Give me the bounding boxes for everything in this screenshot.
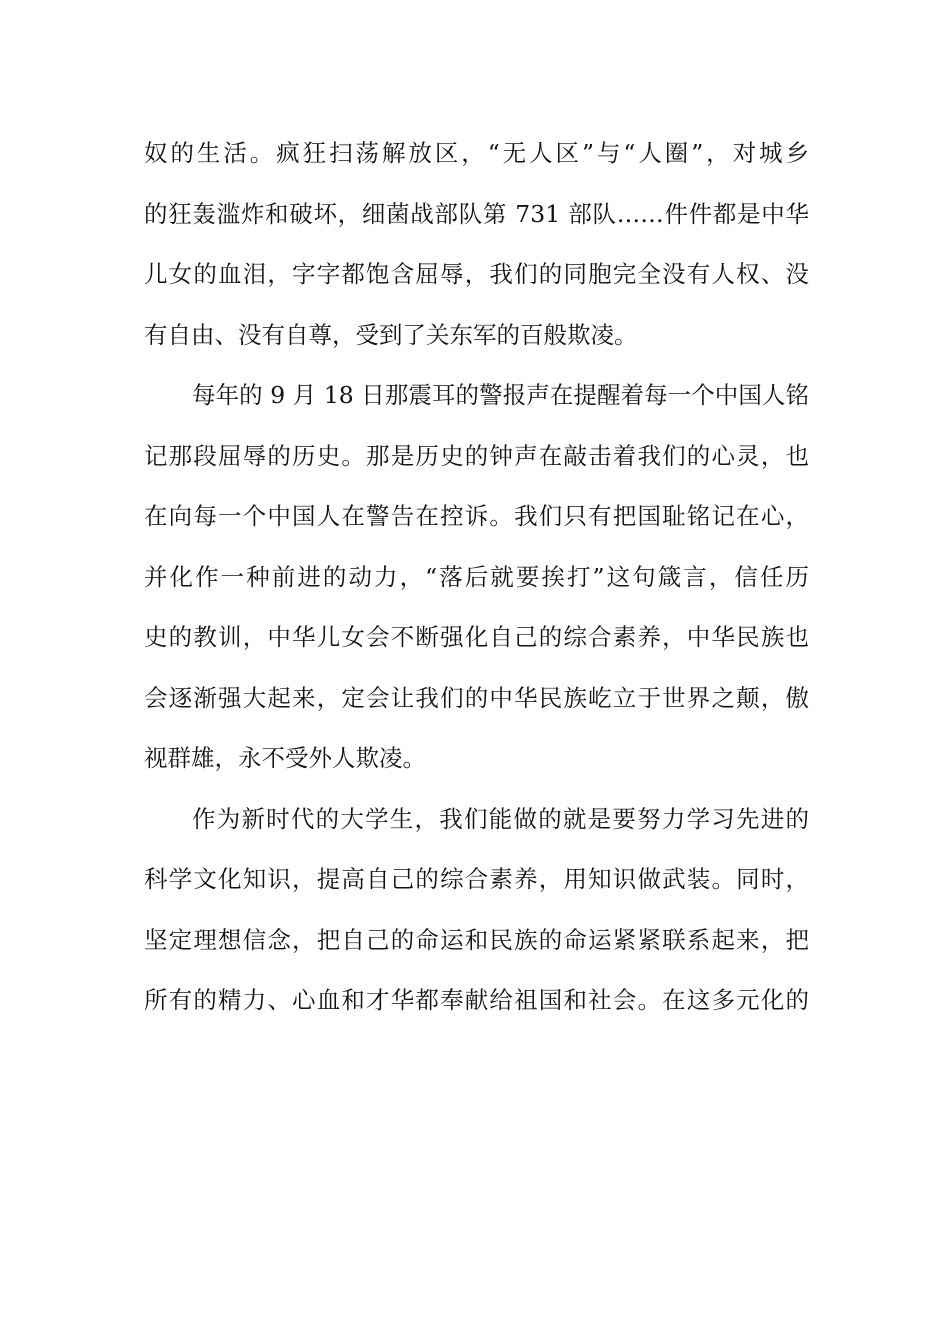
text-line: 会逐渐强大起来，定会让我们的中华民族屹立于世界之颠，傲	[144, 683, 809, 712]
text-line: 并化作一种前进的动力，“落后就要挨打”这句箴言，信任历	[144, 562, 809, 591]
text-line: 坚定理想信念，把自己的命运和民族的命运紧紧联系起来，把	[144, 925, 809, 954]
text-line: 的狂轰滥炸和破坏，细菌战部队第 731 部队……件件都是中华	[144, 199, 809, 228]
text-line: 在向每一个中国人在警告在控诉。我们只有把国耻铭记在心，	[144, 502, 809, 530]
text-line: 奴的生活。疯狂扫荡解放区，“无人区”与“人圈”，对城乡	[144, 139, 809, 167]
text-line: 所有的精力、心血和才华都奉献给祖国和社会。在这多元化的	[144, 986, 809, 1014]
text-line: 每年的 9 月 18 日那震耳的警报声在提醒着每一个中国人铭	[192, 381, 809, 409]
text-line: 作为新时代的大学生，我们能做的就是要努力学习先进的	[192, 804, 809, 833]
text-line: 史的教训，中华儿女会不断强化自己的综合素养，中华民族也	[144, 623, 809, 651]
text-line: 有自由、没有自尊，受到了关东军的百般欺凌。	[144, 320, 638, 349]
text-line: 视群雄，永不受外人欺凌。	[144, 744, 426, 772]
text-line: 科学文化知识，提高自己的综合素养，用知识做武装。同时，	[144, 865, 809, 893]
text-line: 儿女的血泪，字字都饱含屈辱，我们的同胞完全没有人权、没	[144, 260, 809, 288]
document-body	[144, 123, 809, 1031]
text-line: 记那段屈辱的历史。那是历史的钟声在敲击着我们的心灵，也	[144, 441, 809, 470]
